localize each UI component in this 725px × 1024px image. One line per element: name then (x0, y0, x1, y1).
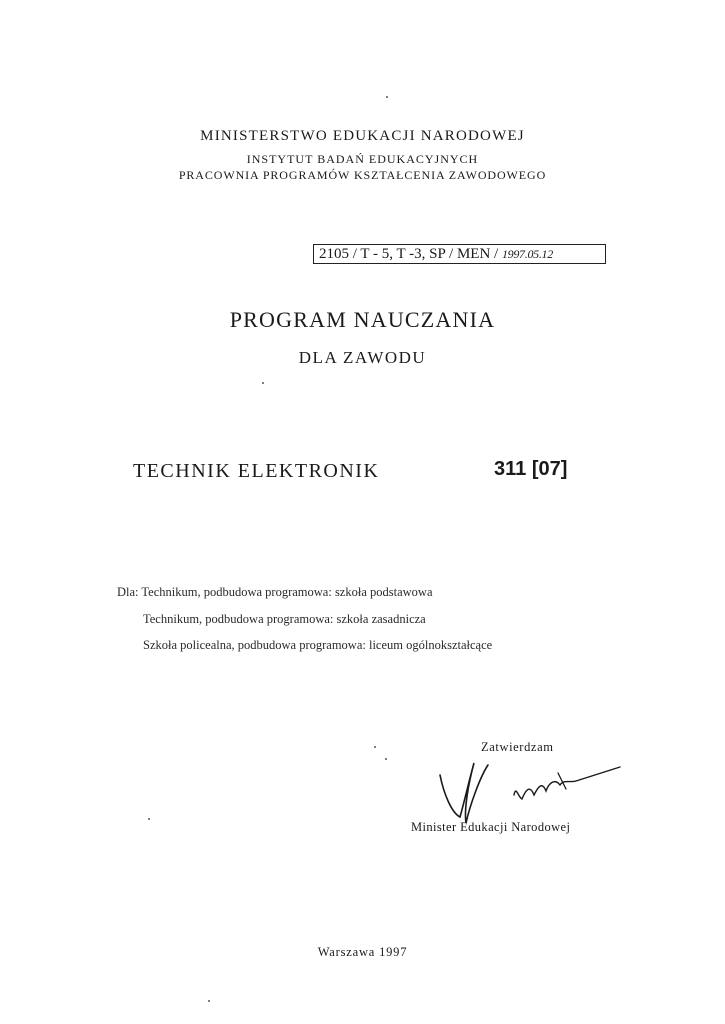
scan-speck (148, 818, 150, 820)
ministry-name: MINISTERSTWO EDUKACJI NARODOWEJ (200, 128, 525, 144)
scan-speck (386, 96, 388, 98)
workshop-name: PRACOWNIA PROGRAMÓW KSZTAŁCENIA ZAWODOWEGO (178, 168, 547, 182)
scan-speck (262, 382, 264, 384)
document-code-box (313, 244, 606, 264)
program-title: PROGRAM NAUCZANIA (229, 307, 496, 332)
scan-speck (208, 1000, 210, 1002)
signatory-title: Minister Edukacji Narodowej (411, 820, 571, 834)
document-code-date: 1997.05.12 (501, 247, 553, 261)
document-code: 2105 / T - 5, T -3, SP / MEN / (319, 246, 499, 262)
place-and-year: Warszawa 1997 (317, 945, 408, 959)
school-type-line: Szkoła policealna, podbudowa programowa: liceum ogólnokształcące (143, 638, 493, 652)
school-type-line: Dla: Technikum, podbudowa programowa: szkoła podstawowa (117, 585, 433, 599)
occupation-name: TECHNIK ELEKTRONIK (133, 460, 380, 482)
school-type-line: Technikum, podbudowa programowa: szkoła zasadnicza (143, 612, 426, 626)
approval-label: Zatwierdzam (481, 740, 554, 754)
occupation-code: 311 [07] (494, 458, 568, 480)
scan-speck (385, 758, 387, 760)
program-subtitle: DLA ZAWODU (298, 348, 427, 367)
institute-name: INSTYTUT BADAŃ EDUKACYJNYCH (246, 152, 479, 166)
scan-speck (374, 746, 376, 748)
